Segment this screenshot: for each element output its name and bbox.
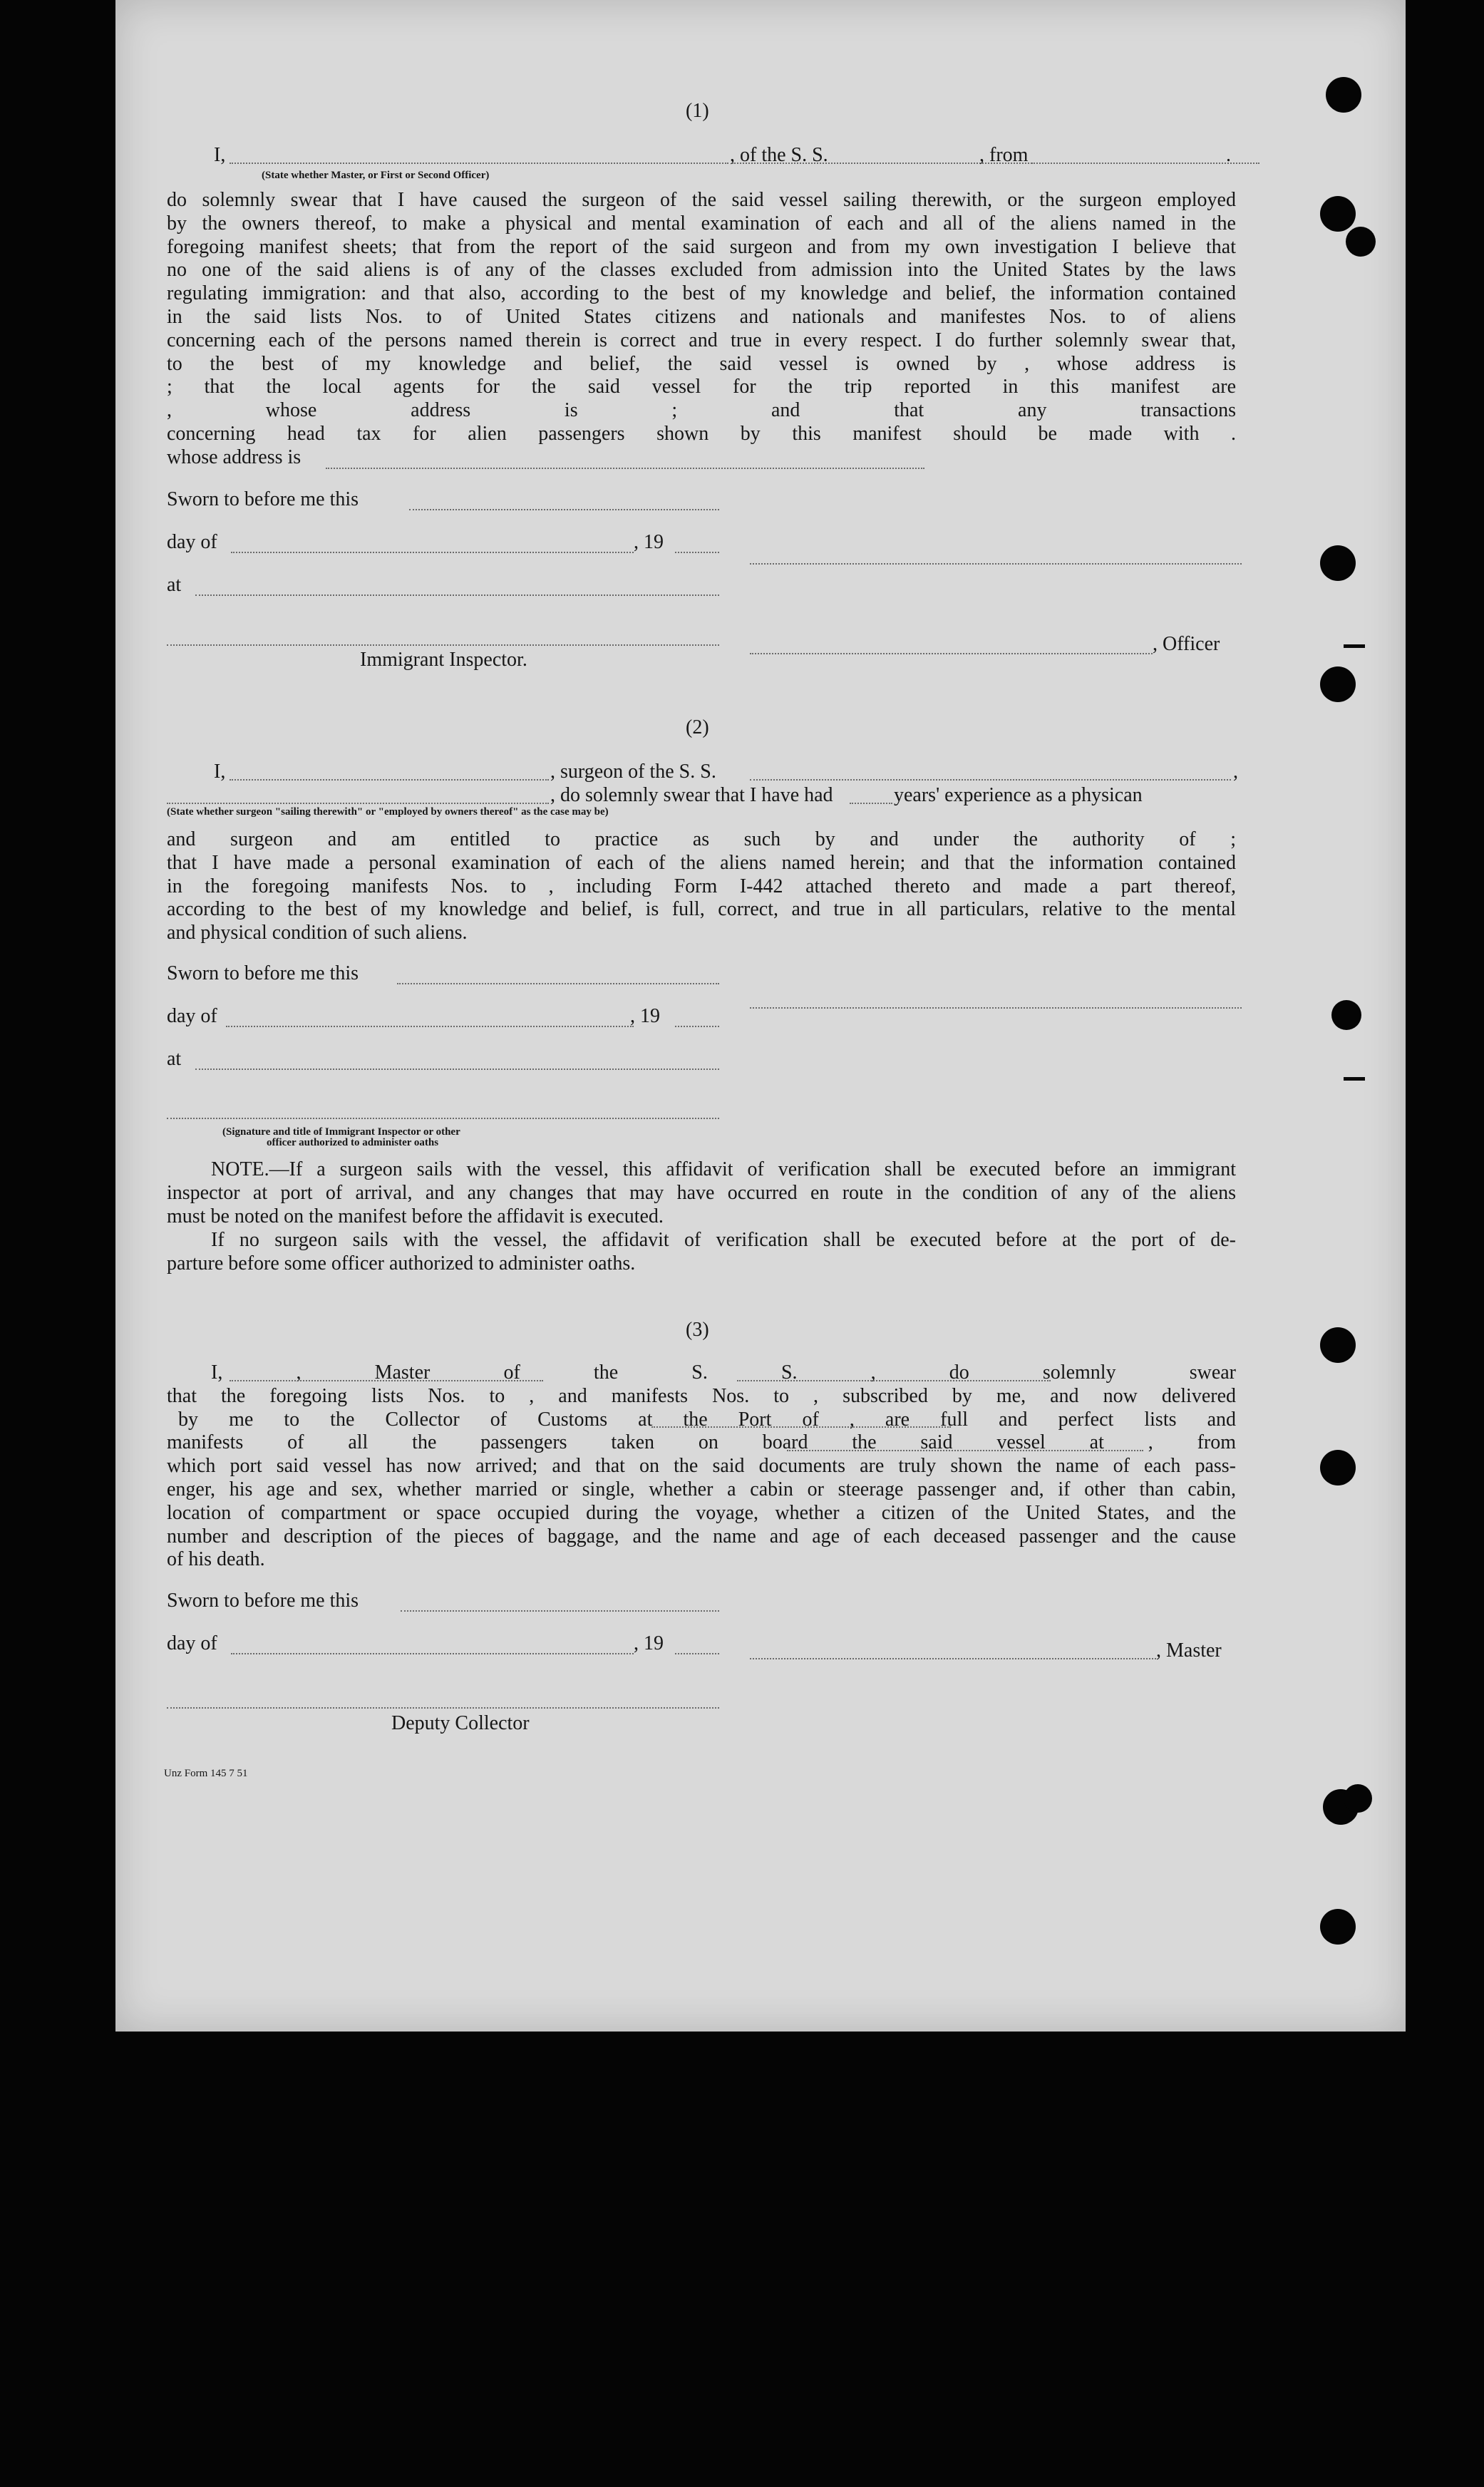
year-field-3[interactable] [675, 1653, 719, 1654]
sworn-label-2: Sworn to before me this [167, 962, 359, 984]
section-2-number: (2) [686, 716, 709, 738]
surgeon-of-ship-label: , surgeon of the S. S. [550, 761, 716, 783]
section-1-ship-label: , of the S. S. [730, 144, 828, 166]
years-experience-label: years' experience as a physican [894, 784, 1143, 806]
section-2-line: and surgeon and am entitled to practice as such by and under the authority of ; [167, 828, 1236, 850]
month-field-1[interactable] [231, 552, 634, 553]
section-2-line: in the foregoing manifests Nos. to , including Form I-442 attached thereto and made a part thereof, [167, 875, 1236, 897]
master-name-field[interactable] [230, 1380, 543, 1381]
section-1-line: by the owners thereof, to make a physical and mental examination of each and all of the aliens named in the [167, 212, 1236, 235]
note-paragraph-2 [167, 1229, 1236, 1276]
note-line: inspector at port of arrival, and any changes that may have occurred en route in the condition of any of the aliens [167, 1181, 1236, 1204]
deputy-collector-label: Deputy Collector [391, 1712, 530, 1734]
year-label-2: , 19 [630, 1005, 660, 1027]
officer-label: , Officer [1153, 633, 1220, 655]
note-line: must be noted on the manifest before the affidavit is executed. [167, 1205, 664, 1227]
port-field[interactable] [651, 1426, 951, 1428]
year-field-2[interactable] [675, 1026, 719, 1027]
day-of-label-2: day of [167, 1005, 217, 1027]
from-port-field[interactable] [1031, 163, 1259, 164]
section-2-body [167, 828, 1236, 945]
master-ship-field[interactable] [737, 1380, 1051, 1381]
binder-hole [1320, 1327, 1356, 1363]
binder-hole [1320, 545, 1356, 581]
binder-hole [1320, 1450, 1356, 1485]
section-1-i: I, [214, 144, 226, 166]
note-line: If no surgeon sails with the vessel, the affidavit of verification shall be executed before at the port of de- [211, 1229, 1236, 1251]
section-3-line: which port said vessel has now arrived; and that on the said documents are truly shown the name of each pass- [167, 1455, 1236, 1478]
section-2-i: I, [214, 761, 226, 783]
section-3-body [167, 1361, 1236, 1572]
section-1-line: in the said lists Nos. to of United States citizens and nationals and manifestes Nos. to of aliens [167, 305, 1236, 328]
sworn-label-1: Sworn to before me this [167, 488, 359, 510]
place-field-2[interactable] [195, 1069, 719, 1070]
scan-mark [1344, 1077, 1365, 1081]
note-line: parture before some officer authorized to administer oaths. [167, 1252, 636, 1275]
section-2-line: that I have made a personal examination of each of the aliens named herein; and that the information contained [167, 851, 1236, 874]
binder-hole [1320, 196, 1356, 232]
section-3-line: I, , Master of the S. S. , do solemnly swear [211, 1361, 1236, 1384]
section-2-signature-field[interactable] [167, 1118, 719, 1119]
binder-hole [1326, 77, 1361, 113]
section-1-line: , whose address is ; and that any transactions [167, 399, 1236, 422]
section-1-number: (1) [686, 100, 709, 122]
place-field-1[interactable] [195, 594, 719, 596]
section-1-officer-note: (State whether Master, or First or Second Officer) [262, 170, 490, 181]
sworn-day-field-1[interactable] [409, 509, 719, 510]
section-2-line: according to the best of my knowledge and belief, is full, correct, and true in all particulars, relative to the mental [167, 898, 1236, 921]
year-label-1: , 19 [634, 531, 664, 553]
section-1-line: regulating immigration: and that also, according to the best of my knowledge and belief, the information contained [167, 282, 1236, 305]
section-3-line: location of compartment or space occupied during the voyage, whether a citizen of the United States, and the [167, 1501, 1236, 1524]
collector-signature-field[interactable] [167, 1707, 719, 1709]
note-line: NOTE.—If a surgeon sails with the vessel, this affidavit of verification shall be executed before an immigrant [211, 1158, 1236, 1180]
surgeon-name-field[interactable] [230, 779, 549, 781]
section-3-line: that the foregoing lists Nos. to , and manifests Nos. to , subscribed by me, and now delivered [167, 1384, 1236, 1407]
section-3-line: by me to the Collector of Customs at the Port of , are full and perfect lists and [178, 1408, 1236, 1431]
surgeon-status-field[interactable] [167, 803, 549, 804]
year-label-3: , 19 [634, 1632, 664, 1654]
master-signature-line[interactable] [750, 1658, 1156, 1659]
section-1-line: foregoing manifest sheets; that from the report of the said surgeon and from my own investigation I believe that [167, 235, 1236, 258]
signature-title-note-2: officer authorized to administer oaths [267, 1137, 439, 1148]
note-paragraph-1 [167, 1158, 1236, 1228]
section-1-line: whose address is [167, 446, 302, 468]
section-1-line: concerning each of the persons named therein is correct and true in every respect. I do further solemnly swear that, [167, 329, 1236, 351]
binder-hole [1320, 666, 1356, 702]
at-label-1: at [167, 574, 182, 596]
officer-signature-line[interactable] [750, 653, 1153, 654]
scan-mark [1344, 644, 1365, 648]
immigrant-inspector-label: Immigrant Inspector. [360, 649, 527, 671]
solemnly-swear-label: , do solemnly swear that I have had [550, 784, 833, 806]
section-3-line: manifests of all the passengers taken on board the said vessel at , from [167, 1431, 1236, 1454]
section-3-line: of his death. [167, 1548, 265, 1571]
sworn-label-3: Sworn to before me this [167, 1590, 359, 1612]
signature-title-note-1: (Signature and title of Immigrant Inspector or other [222, 1126, 460, 1138]
binder-hole [1344, 1784, 1372, 1813]
at-label-2: at [167, 1048, 182, 1070]
binder-hole [1346, 227, 1376, 257]
section-1-line-end: . [1226, 144, 1231, 166]
section-3-line: number and description of the pieces of baggage, and the name and age of each deceased passenger and the cause [167, 1525, 1236, 1548]
owner-address-field[interactable] [326, 468, 924, 469]
month-field-2[interactable] [226, 1026, 634, 1027]
section-3-number: (3) [686, 1319, 709, 1341]
surgeon-status-note: (State whether surgeon "sailing therewith" or "employed by owners thereof" as the case may be) [167, 806, 609, 818]
binder-hole [1331, 1000, 1361, 1030]
section-1-line: concerning head tax for alien passengers shown by this manifest should be made with . [167, 422, 1236, 445]
sworn-day-field-2[interactable] [397, 983, 719, 984]
sworn-day-field-3[interactable] [401, 1610, 719, 1612]
section-1-body [167, 189, 1236, 470]
section-2-line: and physical condition of such aliens. [167, 922, 468, 944]
officer-signature-line-top[interactable] [750, 563, 1242, 565]
day-of-label-1: day of [167, 531, 217, 553]
section-1-line: no one of the said aliens is of any of the classes excluded from admission into the United States by the laws [167, 259, 1236, 282]
month-field-3[interactable] [231, 1653, 634, 1654]
years-experience-field[interactable] [850, 803, 892, 804]
day-of-label-3: day of [167, 1632, 217, 1654]
section-1-from-label: , from [979, 144, 1029, 166]
section-1-line: do solemnly swear that I have caused the surgeon of the said vessel sailing therewith, or the surgeon employed [167, 189, 1236, 211]
binder-hole [1320, 1909, 1356, 1945]
master-label: , Master [1156, 1639, 1222, 1662]
surgeon-signature-line[interactable] [750, 1007, 1242, 1009]
year-field-1[interactable] [675, 552, 719, 553]
form-id: Unz Form 145 7 51 [164, 1768, 248, 1779]
surgeon-ship-field[interactable] [750, 779, 1231, 781]
officer-name-field[interactable] [230, 163, 728, 164]
section-1-line: ; that the local agents for the said vessel for the trip reported in this manifest are [167, 376, 1236, 398]
section-2-line1-end: , [1233, 761, 1238, 783]
section-3-line: enger, his age and sex, whether married or single, whether a cabin or steerage passenger and, if other than cabin, [167, 1478, 1236, 1500]
section-1-line: to the best of my knowledge and belief, the said vessel is owned by , whose address is [167, 352, 1236, 375]
form-sheet [115, 0, 1406, 2032]
inspector-signature-field[interactable] [167, 644, 719, 646]
boarding-port-field[interactable] [787, 1450, 1143, 1451]
